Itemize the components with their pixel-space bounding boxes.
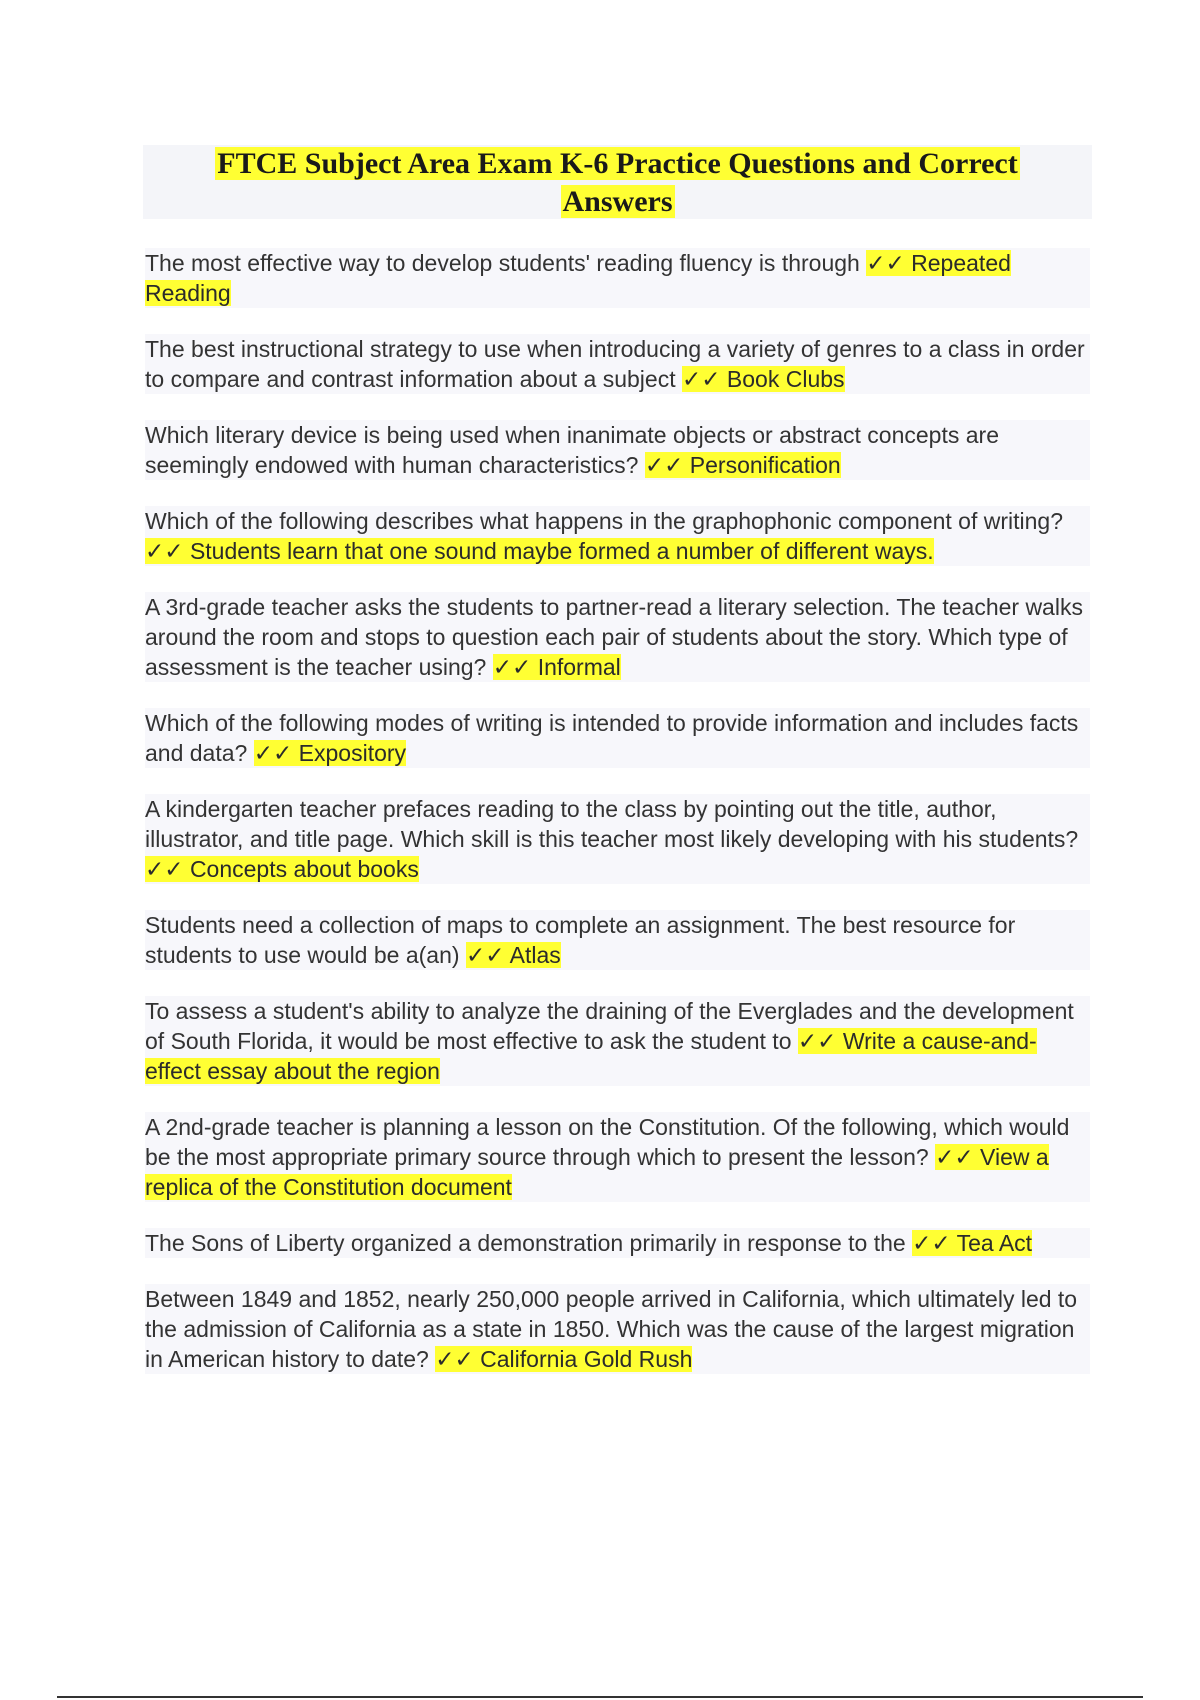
answer-text: Tea Act: [956, 1230, 1033, 1256]
answer-highlight: [466, 942, 561, 968]
check-mark-icon: ✓✓: [465, 942, 505, 968]
answer-highlight: [435, 1346, 692, 1372]
qa-item: [145, 910, 1090, 970]
answer-highlight: [493, 654, 621, 680]
check-mark-icon: ✓✓: [935, 1144, 974, 1170]
page-title: [143, 145, 1092, 221]
question-text: A 2nd-grade teacher is planning a lesson on the Constitution. Of the following, which would be the most appropriate primary source through which to present the lesson?: [145, 1114, 1070, 1170]
answer-text: Personification: [689, 452, 841, 478]
qa-item: [145, 420, 1090, 480]
check-mark-icon: ✓✓: [145, 538, 184, 564]
check-mark-icon: ✓✓: [866, 250, 905, 276]
title-line-2: Answers: [562, 185, 673, 218]
qa-item: [145, 794, 1090, 884]
answer-highlight: [645, 452, 841, 478]
check-mark-icon: ✓✓: [644, 452, 684, 478]
check-mark-icon: ✓✓: [912, 1230, 951, 1256]
check-mark-icon: ✓✓: [253, 740, 293, 766]
title-band: [143, 145, 1092, 219]
answer-text: Expository: [298, 740, 407, 766]
answer-text: View a replica of the Constitution document: [145, 1144, 1049, 1200]
question-text: To assess a student's ability to analyze the draining of the Everglades and the development of South Florida, it would be most effective to ask the student to: [145, 998, 1074, 1054]
answer-text: Write a cause-and-effect essay about the region: [145, 1028, 1037, 1084]
qa-item: [145, 1112, 1090, 1202]
qa-item: [145, 996, 1090, 1086]
answer-highlight: [145, 538, 934, 564]
answer-highlight: [145, 856, 419, 882]
check-mark-icon: ✓✓: [435, 1346, 474, 1372]
question-text: The Sons of Liberty organized a demonstration primarily in response to the: [145, 1230, 906, 1256]
check-mark-icon: ✓✓: [797, 1028, 837, 1054]
question-text: The best instructional strategy to use when introducing a variety of genres to a class in order to compare and contrast information about a subject: [145, 336, 1085, 392]
qa-item: [145, 1228, 1090, 1258]
question-text: Between 1849 and 1852, nearly 250,000 people arrived in California, which ultimately led to the admission of California as a state in 1850. Which was the cause of the largest migration in American history to date?: [145, 1286, 1078, 1372]
question-answer-list: [145, 248, 1090, 1400]
answer-text: Atlas: [509, 942, 561, 968]
qa-item: [145, 592, 1090, 682]
answer-text: Students learn that one sound maybe formed a number of different ways.: [189, 538, 934, 564]
answer-text: California Gold Rush: [480, 1346, 693, 1372]
answer-text: Book Clubs: [726, 366, 845, 392]
qa-item: [145, 708, 1090, 768]
answer-highlight: [912, 1230, 1032, 1256]
check-mark-icon: ✓✓: [681, 366, 721, 392]
answer-text: Repeated Reading: [145, 250, 1011, 306]
question-text: The most effective way to develop students' reading fluency is through: [145, 250, 860, 276]
answer-highlight: [254, 740, 406, 766]
question-text: A 3rd-grade teacher asks the students to partner-read a literary selection. The teacher walks around the room and stops to question each pair of students about the story. Which type of assessment is the teacher using?: [145, 594, 1083, 680]
check-mark-icon: ✓✓: [492, 654, 532, 680]
answer-highlight: [682, 366, 845, 392]
question-text: Which of the following modes of writing is intended to provide information and includes facts and data?: [145, 710, 1079, 766]
qa-item: [145, 1284, 1090, 1374]
qa-item: [145, 334, 1090, 394]
question-text: Which of the following describes what happens in the graphophonic component of writing?: [145, 508, 1064, 534]
question-text: A kindergarten teacher prefaces reading to the class by pointing out the title, author, illustrator, and title page. Which skill is this teacher most likely developing with his students?: [145, 796, 1079, 852]
qa-item: [145, 248, 1090, 308]
answer-text: Informal: [537, 654, 621, 680]
qa-item: [145, 506, 1090, 566]
title-line-1: FTCE Subject Area Exam K-6 Practice Questions and Correct: [217, 147, 1018, 180]
answer-text: Concepts about books: [189, 856, 419, 882]
page-bottom-divider: [57, 1696, 1143, 1698]
question-text: Students need a collection of maps to complete an assignment. The best resource for students to use would be a(an): [145, 912, 1016, 968]
check-mark-icon: ✓✓: [145, 856, 184, 882]
question-text: Which literary device is being used when inanimate objects or abstract concepts are seemingly endowed with human characteristics?: [145, 422, 999, 478]
